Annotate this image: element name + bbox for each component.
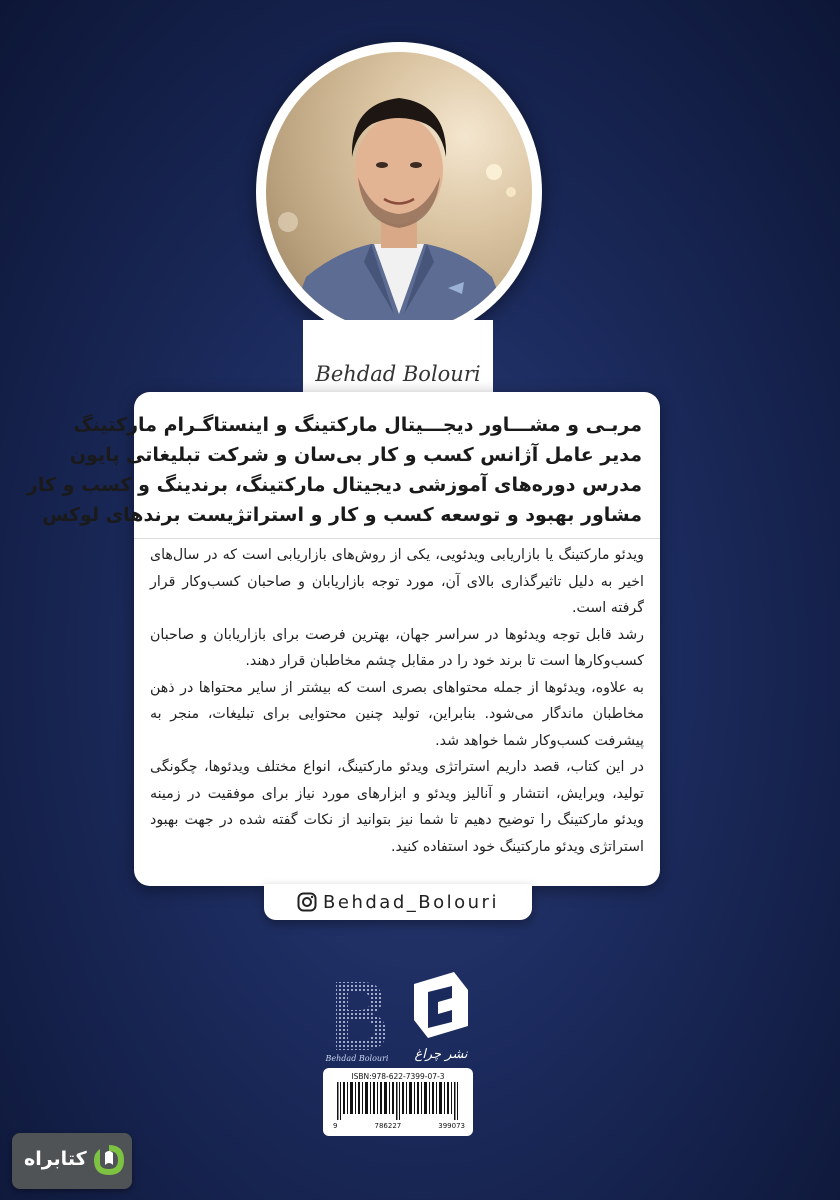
bio-line: مشاور بهبود و توسعه کسب و کار و استراتژیست برندهای لوکس	[42, 504, 642, 526]
book-description	[150, 542, 644, 860]
ketabrah-watermark[interactable]	[12, 1133, 132, 1189]
behdad-bolouri-logo	[322, 968, 392, 1064]
ketabrah-text: کتابراه	[24, 1148, 87, 1170]
instagram-handle-badge[interactable]	[264, 884, 532, 920]
author-signature: Behdad Bolouri	[315, 362, 481, 386]
barcode-digits	[333, 1122, 465, 1130]
bio-line: مربـی و مشـــاور دیجـــیتال مارکتینگ و اینستاگـرام مارکتینگ	[73, 414, 642, 436]
barcode-bars	[337, 1082, 459, 1120]
ketabrah-logo-icon	[92, 1143, 126, 1177]
author-portrait-frame	[256, 42, 542, 342]
barcode-digit-right: 399073	[438, 1122, 465, 1130]
description-paragraph: رشد قابل توجه ویدئوها در سراسر جهان، بهترین فرصت برای بازاریابان و صاحبان کسب‌وکارها است تا برند خود را در مقابل چشم مخاطبان قرار دهند.	[150, 626, 644, 669]
isbn-barcode	[323, 1068, 473, 1136]
publisher-name: نشر چراغ	[414, 1047, 468, 1062]
description-paragraph: ویدئو مارکتینگ یا بازاریابی ویدئویی، یکی از روش‌های بازاریابی است که در سال‌های اخیر به دلیل تاثیرگذاری بالای آن، مورد توجه بازاریابان و صاحبان کسب‌وکار قرار گرفته است.	[150, 547, 644, 616]
description-paragraph: به علاوه، ویدئوها از جمله محتواهای بصری است که بیشتر از سایر محتواها در ذهن مخاطبان ماندگار می‌شود. بنابراین، تولید چنین محتوایی برای تبلیغات، منجر به پیشرفت کسب‌وکار شما خواهد شد.	[150, 679, 644, 749]
instagram-icon	[297, 892, 317, 912]
author-info-card	[26, 392, 660, 886]
author-bio-list	[26, 410, 642, 530]
description-paragraph: در این کتاب، قصد داریم استراتژی ویدئو مارکتینگ، انواع مختلف ویدئوها، چگونگی تولید، ویرایش، انتشار و آنالیز ویدئو و ابزارهای مورد نیاز برای موفقیت در زمینه ویدئو مارکتینگ را توضیح دهیم تا شما نیز بتوانید از نکات گفته شده در جهت بهبود استراتژی ویدئو مارکتینگ خود استفاده کنید.	[150, 759, 644, 855]
author-portrait	[266, 52, 532, 332]
isbn-text: ISBN:978-622-7399-07-3	[351, 1072, 445, 1081]
instagram-handle: Behdad_Bolouri	[323, 891, 499, 913]
publisher-logo	[408, 968, 474, 1064]
barcode-digit-mid: 786227	[374, 1122, 402, 1130]
bio-line: مدیر عامل آژانس کسب و کار بی‌سان و شرکت تبلیغاتی پایون	[69, 444, 642, 466]
bio-line: مدرس دوره‌های آموزشی دیجیتال مارکتینگ، برندینگ و کسب و کار	[26, 474, 642, 496]
b-logo-text: Behdad Bolouri	[325, 1054, 389, 1063]
card-divider	[134, 538, 660, 539]
barcode-digit-left: 9	[333, 1122, 338, 1130]
